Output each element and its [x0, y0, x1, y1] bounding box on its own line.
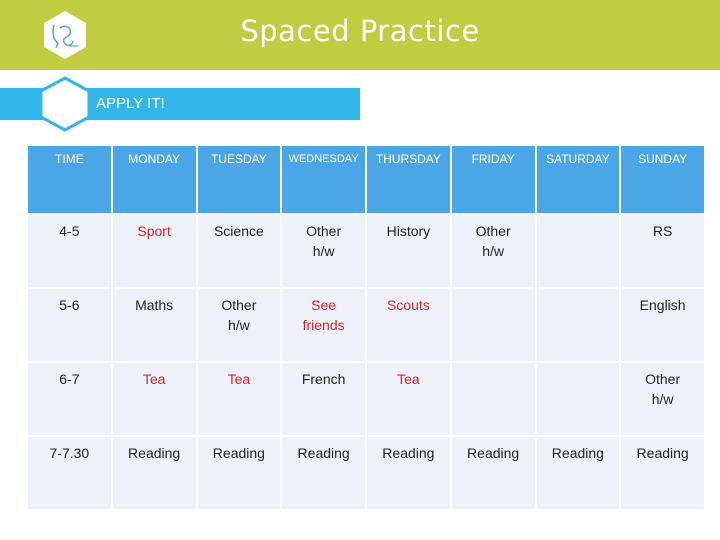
- table-cell: Scouts: [366, 288, 451, 362]
- table-cell: Reading: [112, 436, 197, 510]
- table-cell: [451, 288, 536, 362]
- column-header-friday: FRIDAY: [451, 145, 536, 214]
- table-cell: Maths: [112, 288, 197, 362]
- column-header-wednesday: WEDNESDAY: [281, 145, 366, 214]
- table-cell: Reading: [620, 436, 705, 510]
- table-row: [27, 288, 705, 362]
- time-cell: 4-5: [27, 214, 112, 288]
- time-cell: 5-6: [27, 288, 112, 362]
- time-cell: 6-7: [27, 362, 112, 436]
- page-title: Spaced Practice: [240, 14, 480, 48]
- table-cell: Tea: [112, 362, 197, 436]
- column-header-tuesday: TUESDAY: [197, 145, 282, 214]
- header-banner: [0, 0, 720, 70]
- table-cell: Other h/w: [620, 362, 705, 436]
- table-header-row: [27, 145, 705, 214]
- table-cell: Reading: [281, 436, 366, 510]
- hexagon-icon: [38, 76, 92, 132]
- table-row: [27, 362, 705, 436]
- table-cell: RS: [620, 214, 705, 288]
- table-cell: Reading: [536, 436, 621, 510]
- column-header-saturday: SATURDAY: [536, 145, 621, 214]
- table-cell: English: [620, 288, 705, 362]
- column-header-thursday: THURSDAY: [366, 145, 451, 214]
- table-cell: Other h/w: [451, 214, 536, 288]
- table-cell: [536, 362, 621, 436]
- table-cell: Reading: [197, 436, 282, 510]
- table-cell: French: [281, 362, 366, 436]
- table-row: [27, 214, 705, 288]
- table-cell: Science: [197, 214, 282, 288]
- table-cell: Reading: [451, 436, 536, 510]
- table-cell: Tea: [197, 362, 282, 436]
- table-cell: Reading: [366, 436, 451, 510]
- table-cell: Other h/w: [281, 214, 366, 288]
- table-cell: [451, 362, 536, 436]
- table-cell: History: [366, 214, 451, 288]
- column-header-time: TIME: [27, 145, 112, 214]
- table-cell: Tea: [366, 362, 451, 436]
- table-row: [27, 436, 705, 510]
- table-cell: [536, 214, 621, 288]
- column-header-monday: MONDAY: [112, 145, 197, 214]
- table-cell: See friends: [281, 288, 366, 362]
- section-title: APPLY IT!: [96, 95, 165, 112]
- column-header-sunday: SUNDAY: [620, 145, 705, 214]
- table-cell: Other h/w: [197, 288, 282, 362]
- time-cell: 7-7.30: [27, 436, 112, 510]
- table-cell: Sport: [112, 214, 197, 288]
- timetable: [26, 144, 706, 511]
- table-cell: [536, 288, 621, 362]
